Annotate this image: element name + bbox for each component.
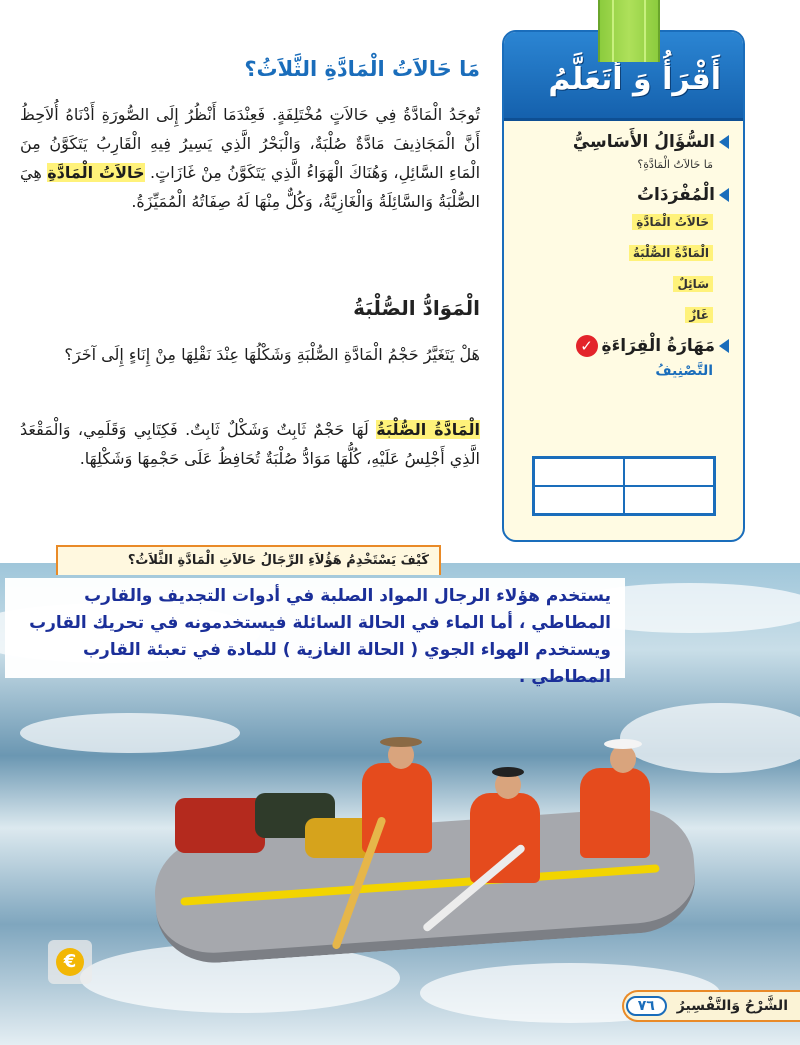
vocab-item: حَالاَتُ الْمَادَّةِ	[514, 211, 713, 230]
vocab-item: غَازٌ	[514, 304, 713, 323]
solids-question: هَلْ يَتَغَيَّرُ حَجْمُ الْمَادَّةِ الصُّلْبَةِ وَشَكْلُهَا عِنْدَ نَقْلِهَا مِنْ إِنَاءٍ إِلَى آخَرَ؟	[64, 345, 480, 364]
essential-question-row	[514, 132, 729, 152]
section-label: الشَّرْحُ وَالتَّفْسِيرُ	[676, 998, 788, 1014]
vocab-item: الْمَادَّةُ الصُّلْبَةُ	[514, 242, 713, 261]
water-wave	[620, 703, 800, 773]
rafter	[580, 768, 650, 858]
panel-body	[514, 132, 729, 379]
read-and-learn-panel	[502, 30, 745, 542]
rafter-head	[610, 745, 636, 773]
essential-question-text: مَا حَالاَتُ الْمَادَّةِ؟	[637, 158, 713, 171]
solid-matter-term: الْمَادَّةُ الصُّلْبَةُ	[376, 420, 480, 439]
reading-skill-heading: مَهَارَةُ الْقِرَاءَةِ	[601, 336, 715, 356]
essential-question-heading: السُّؤَالُ الأَسَاسِيُّ	[572, 132, 715, 152]
hat-icon	[380, 737, 422, 747]
watermark-badge	[48, 940, 92, 984]
solids-heading: الْمَوَادُّ الصُّلْبَةُ	[353, 296, 480, 320]
classification-table	[532, 456, 716, 516]
cargo-bag	[175, 798, 265, 853]
water-wave	[20, 713, 240, 753]
intro-text-start: تُوجَدُ الْمَادَّةُ فِي حَالاَتٍ مُخْتَلِفَةٍ. فَعِنْدَمَا أَنْظُرُ إِلَى الصُّورَةِ أَدْنَاهُ أُلاَحِظُ أَنَّ الْمَجَاذِيفَ مَادَّةٌ صُلْبَةٌ، وَالْبَحْرُ الَّذِي يَسِيرُ فِيهِ الْقَارِبُ يَتَكَوَّنُ مِنَ الْمَاءِ السَّائِلِ، وَهُنَاكَ الْهَوَاءُ الَّذِي يَتَكَوَّنُ مِنْ غَازَاتٍ.	[20, 105, 481, 182]
answer-overlay: يستخدم هؤلاء الرجال المواد الصلبة في أدوات التجديف والقارب المطاطي ، أما الماء في الحالة السائلة فيستخدمونه في تحريك القارب ويستخدم الهواء الجوي ( الحالة الغازية ) للمادة في تعبئة القارب المطاطي .	[5, 578, 625, 678]
vocab-heading: الْمُفْرَدَاتُ	[636, 185, 715, 205]
bookmark-ribbon	[598, 0, 660, 62]
page-footer	[622, 990, 800, 1022]
solids-text: لَهَا حَجْمٌ ثَابِتٌ وَشَكْلٌ ثَابِتٌ. فَكِتَابِي وَقَلَمِي، وَالْمَقْعَدُ الَّذِي أَجْلِسُ عَلَيْهِ، كُلُّهَا مَوَادُّ صُلْبَةٌ تُحَافِظُ عَلَى حَجْمِهَا وَشَكْلِهَا.	[20, 420, 480, 468]
table-cell	[534, 458, 624, 486]
vocab-item: سَائِلٌ	[514, 273, 713, 292]
reading-skill-row	[514, 335, 729, 357]
intro-text-end: هِيَ الصُّلْبَةُ وَالسَّائِلَةُ وَالْغَازِيَّةُ، وَكُلٌّ مِنْهَا لَهُ صِفَاتُهُ الْمُمَيِّزَةُ.	[20, 163, 480, 211]
photo-question: كَيْفَ يَسْتَخْدِمُ هَؤُلاَءِ الرِّجَالُ حَالاَتِ الْمَادَّةِ الثَّلاَثُ؟	[56, 545, 441, 575]
panel-title: أَقْرَأُ وَ أَتَعَلَّمُ	[548, 62, 721, 97]
table-cell	[624, 458, 714, 486]
vocab-row	[514, 185, 729, 205]
lesson-title: مَا حَالاَتُ الْمَادَّةِ الثَّلاَثُ؟	[244, 57, 480, 81]
solids-paragraph	[20, 415, 480, 473]
arrow-icon	[719, 135, 729, 149]
cap-icon	[492, 767, 524, 777]
checkmark-icon: ✓	[576, 335, 598, 357]
rafter	[470, 793, 540, 883]
hat-icon	[604, 739, 642, 749]
page-number: ٧٦	[626, 996, 667, 1016]
arrow-icon	[719, 188, 729, 202]
states-of-matter-term: حَالاَتُ الْمَادَّةِ	[47, 163, 145, 182]
euro-icon: €	[56, 948, 84, 976]
arrow-icon	[719, 339, 729, 353]
table-cell	[534, 486, 624, 514]
intro-paragraph	[20, 100, 480, 216]
reading-skill-term: التَّصْنِيفُ	[655, 363, 713, 379]
table-cell	[624, 486, 714, 514]
